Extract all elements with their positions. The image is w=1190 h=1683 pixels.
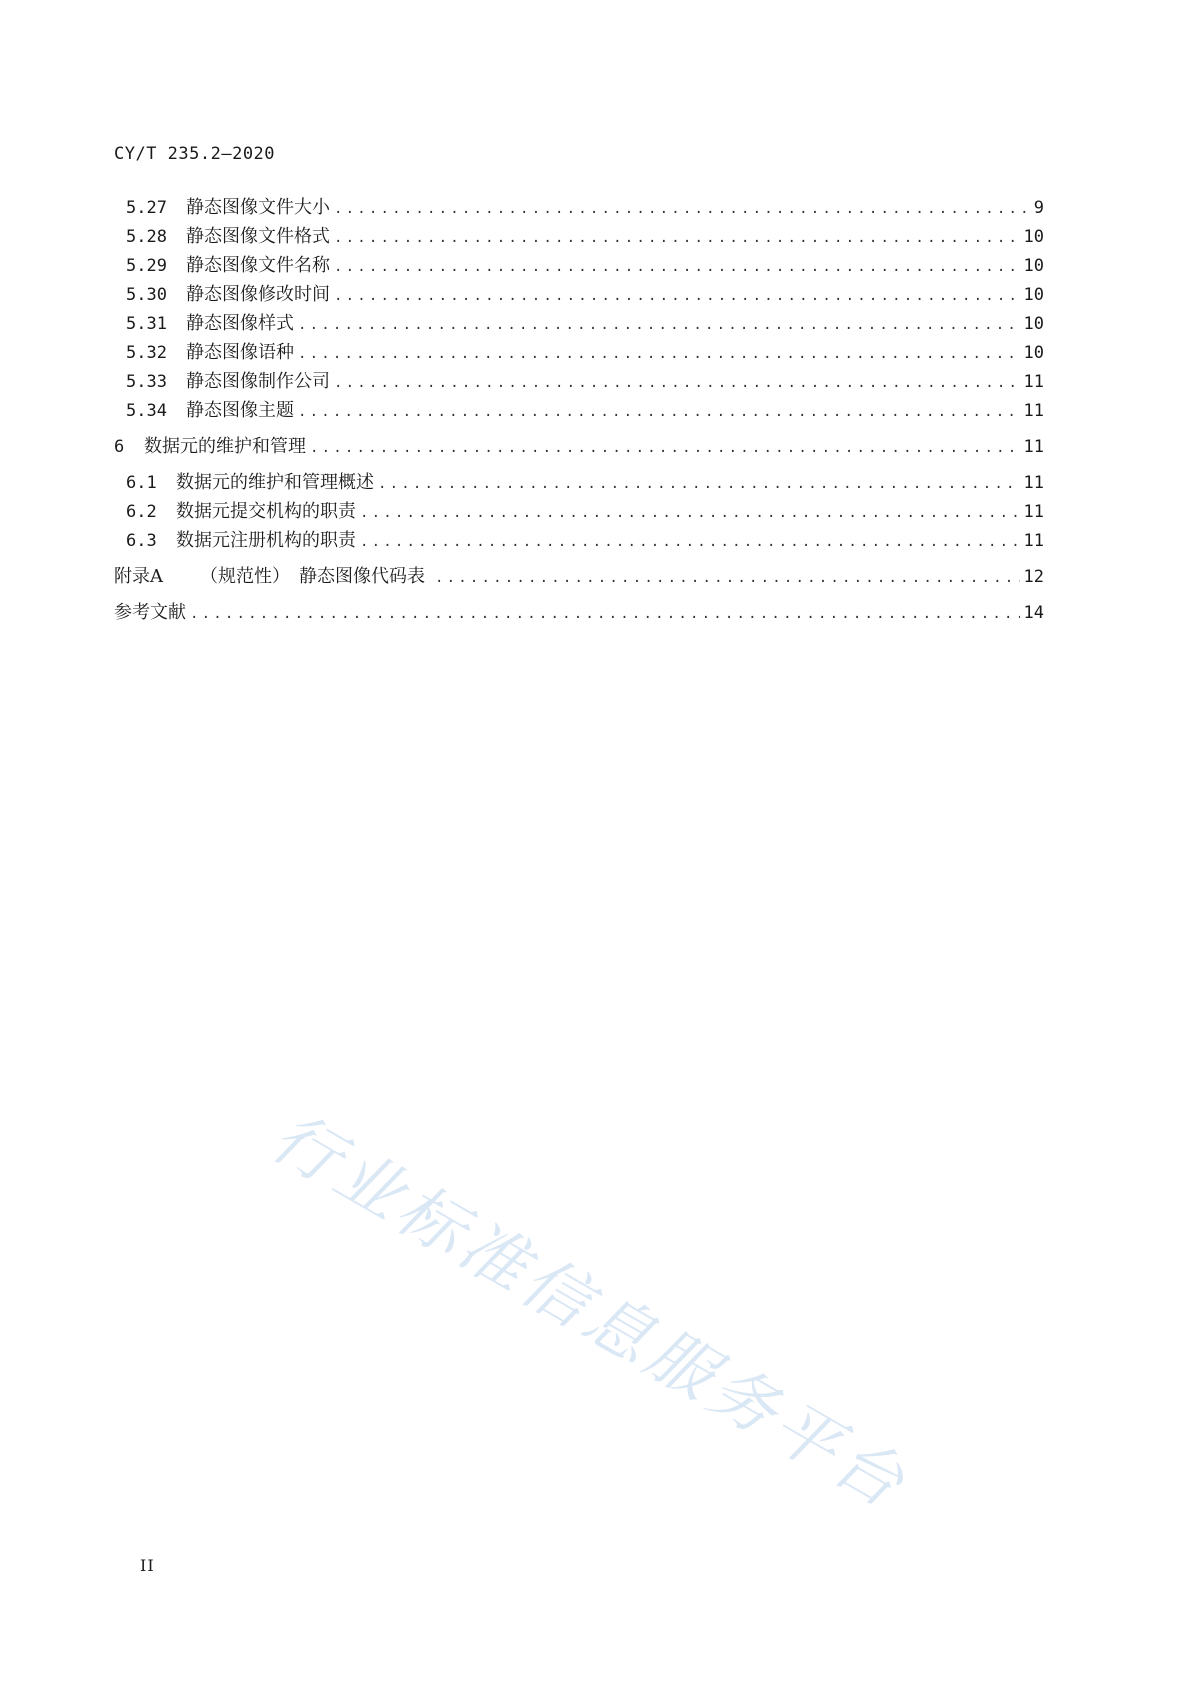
toc-entry-title: 静态图像修改时间 xyxy=(186,284,330,305)
toc-entry-title: 数据元的维护和管理概述 xyxy=(176,472,374,493)
toc-entry-page: 10 xyxy=(1023,343,1044,363)
toc-dot-leader xyxy=(190,602,1020,626)
toc-dot-leader xyxy=(360,530,1020,554)
toc-entry-5-31[interactable] xyxy=(114,312,1044,336)
toc-entry-number: 5.31 xyxy=(126,314,167,334)
toc-entry-title: 静态图像样式 xyxy=(186,313,294,334)
toc-entry-page: 10 xyxy=(1023,285,1044,305)
toc-dot-leader xyxy=(435,566,1020,590)
toc-entry-page: 11 xyxy=(1023,437,1044,457)
toc-entry-page: 11 xyxy=(1023,502,1044,522)
toc-entry-page: 11 xyxy=(1023,401,1044,421)
page-number-footer: II xyxy=(140,1556,155,1575)
toc-entry-number: 6.3 xyxy=(126,531,157,551)
toc-entry-5-34[interactable] xyxy=(114,399,1044,423)
toc-entry-title: 静态图像语种 xyxy=(186,342,294,363)
toc-dot-leader xyxy=(334,226,1020,250)
toc-entry-title: 数据元的维护和管理 xyxy=(144,436,306,457)
toc-entry-page: 9 xyxy=(1033,198,1044,218)
toc-entry-page: 10 xyxy=(1023,227,1044,247)
toc-entry-page: 11 xyxy=(1023,473,1044,493)
toc-entry-number: 5.29 xyxy=(126,256,167,276)
toc-entry-page: 11 xyxy=(1023,372,1044,392)
toc-entry-number: 6 xyxy=(114,437,125,457)
toc-entry-title: 数据元注册机构的职责 xyxy=(176,530,356,551)
toc-dot-leader xyxy=(360,501,1020,525)
toc-entry-title: 静态图像制作公司 xyxy=(186,371,330,392)
toc-dot-leader xyxy=(298,400,1020,424)
toc-dot-leader xyxy=(334,371,1020,395)
toc-entry-title: （规范性） 静态图像代码表 xyxy=(200,566,425,587)
toc-entry-5-28[interactable] xyxy=(114,225,1044,249)
toc-entry-title: 静态图像文件大小 xyxy=(186,197,330,218)
toc-entry-5-27[interactable] xyxy=(114,196,1044,220)
toc-dot-leader xyxy=(334,284,1020,308)
toc-entry-5-30[interactable] xyxy=(114,283,1044,307)
toc-entry-5-29[interactable] xyxy=(114,254,1044,278)
toc-entry-title: 静态图像文件格式 xyxy=(186,226,330,247)
toc-entry-references[interactable] xyxy=(114,601,1044,625)
toc-entry-page: 12 xyxy=(1023,567,1044,587)
toc-entry-title: 参考文献 xyxy=(114,602,186,623)
toc-dot-leader xyxy=(310,436,1020,460)
toc-entry-number: 5.33 xyxy=(126,372,167,392)
toc-entry-number: 5.34 xyxy=(126,401,167,421)
toc-entry-page: 10 xyxy=(1023,256,1044,276)
toc-dot-leader xyxy=(298,342,1020,366)
toc-entry-number: 6.1 xyxy=(126,473,157,493)
toc-entry-page: 14 xyxy=(1023,603,1044,623)
toc-entry-5-33[interactable] xyxy=(114,370,1044,394)
toc-entry-6-3[interactable] xyxy=(114,529,1044,553)
toc-entry-title: 静态图像文件名称 xyxy=(186,255,330,276)
toc-entry-5-32[interactable] xyxy=(114,341,1044,365)
toc-entry-page: 11 xyxy=(1023,531,1044,551)
toc-dot-leader xyxy=(334,197,1030,221)
toc-entry-title: 数据元提交机构的职责 xyxy=(176,501,356,522)
toc-entry-6-1[interactable] xyxy=(114,471,1044,495)
toc-entry-number: 附录A xyxy=(114,566,163,587)
toc-entry-number: 5.27 xyxy=(126,198,167,218)
toc-entry-6-2[interactable] xyxy=(114,500,1044,524)
toc-entry-title: 静态图像主题 xyxy=(186,400,294,421)
watermark-text: 行业标准信息服务平台 xyxy=(259,1097,922,1525)
toc-dot-leader xyxy=(378,472,1020,496)
toc-entry-page: 10 xyxy=(1023,314,1044,334)
toc-dot-leader xyxy=(334,255,1020,279)
toc-entry-number: 5.30 xyxy=(126,285,167,305)
toc-entry-number: 5.28 xyxy=(126,227,167,247)
toc-entry-number: 5.32 xyxy=(126,343,167,363)
toc-dot-leader xyxy=(298,313,1020,337)
document-code-header: CY/T 235.2—2020 xyxy=(114,144,276,164)
toc-entry-appendix-a[interactable] xyxy=(114,565,1044,589)
toc-entry-6[interactable] xyxy=(114,435,1044,459)
toc-entry-number: 6.2 xyxy=(126,502,157,522)
